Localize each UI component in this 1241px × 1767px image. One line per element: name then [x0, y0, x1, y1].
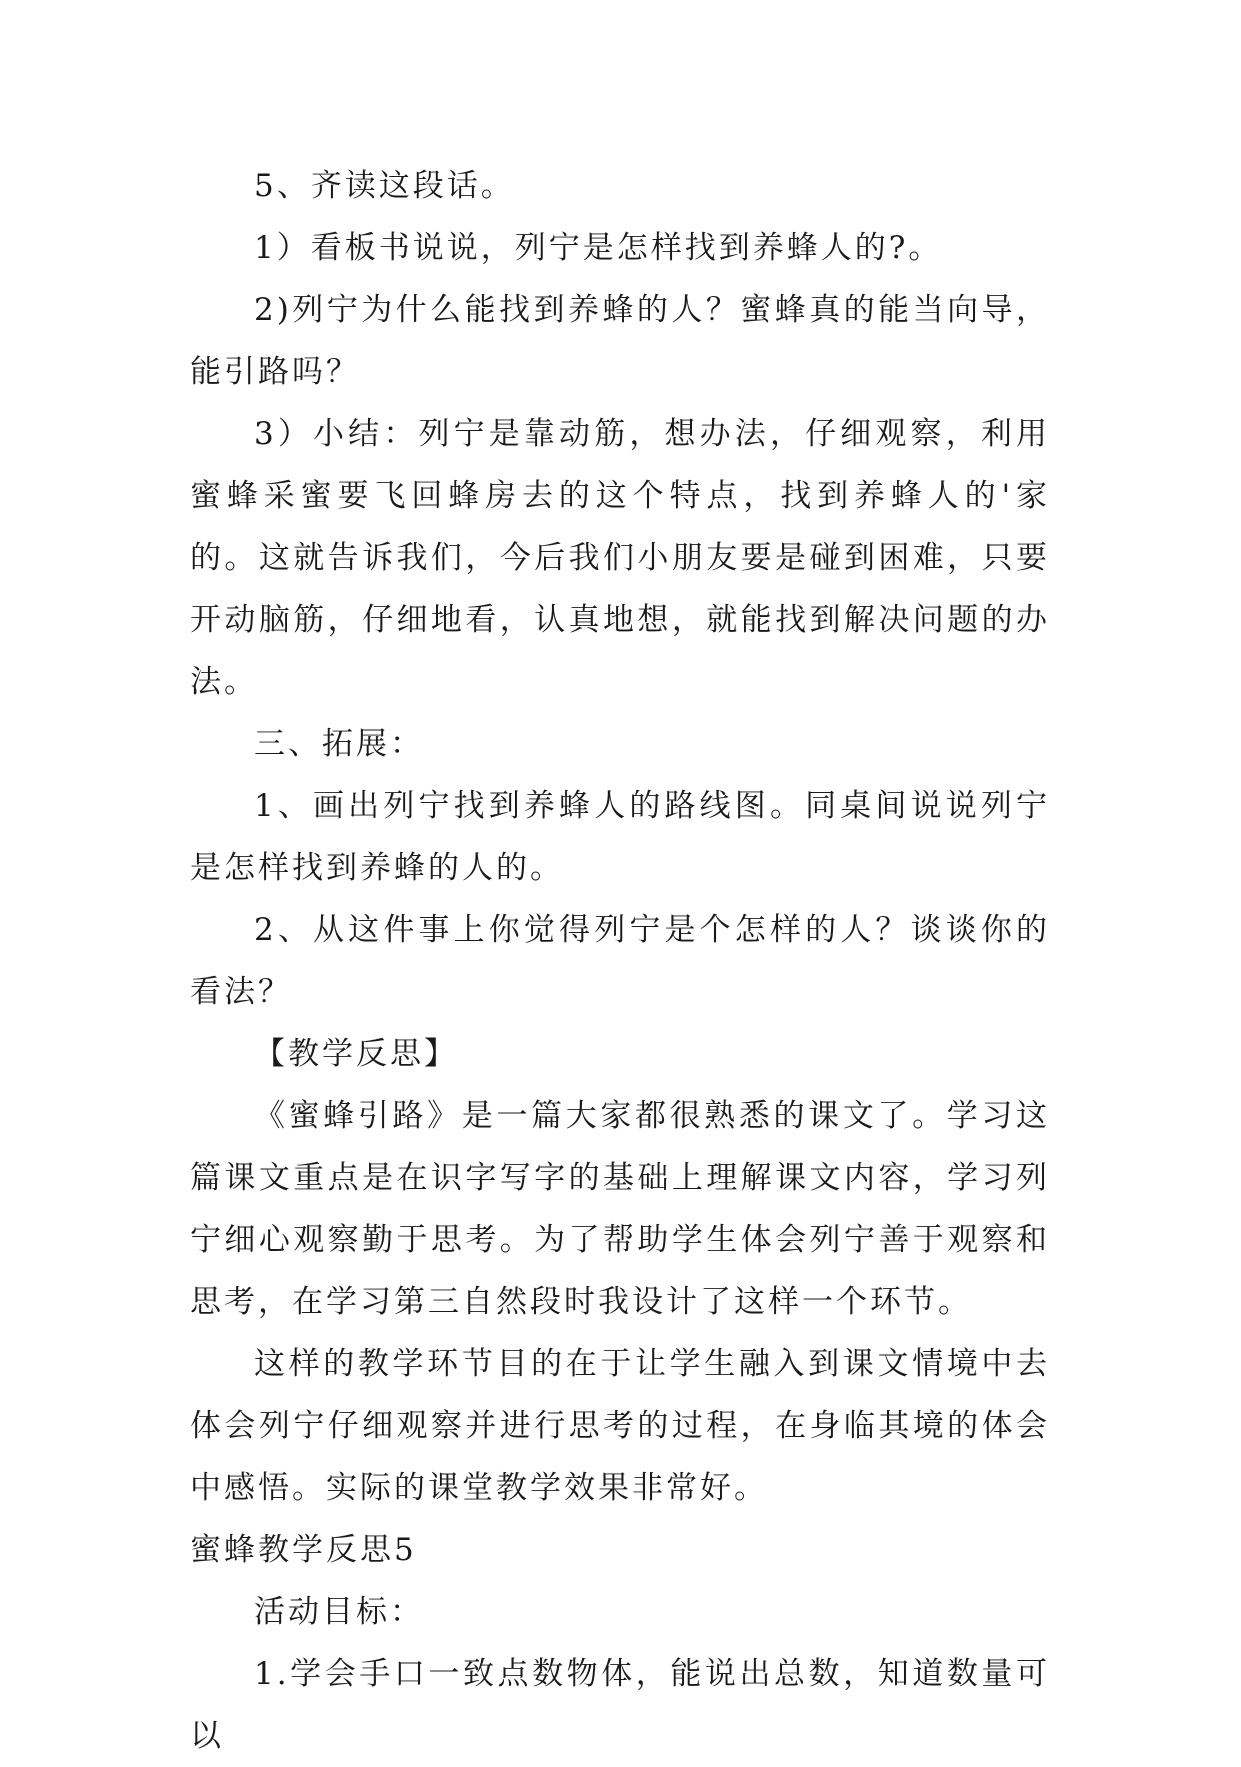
section-heading-reflection: 【教学反思】 — [254, 1036, 458, 1072]
article-title: 蜜蜂教学反思5 — [190, 1532, 417, 1568]
document-body — [190, 155, 1050, 1767]
section-heading-goals: 活动目标： — [254, 1594, 424, 1630]
paragraph-extension-1: 1、画出列宁找到养蜂人的路线图。同桌间说说列宁是怎样找到养蜂的人的。 — [190, 788, 1050, 886]
paragraph-question-2: 2)列宁为什么能找到养蜂的人？蜜蜂真的能当向导，能引路吗？ — [190, 292, 1050, 390]
paragraph-summary: 3）小结：列宁是靠动筋，想办法，仔细观察，利用蜜蜂采蜜要飞回蜂房去的这个特点，找到养蜂人的'家的。这就告诉我们，今后我们小朋友要是碰到困难，只要开动脑筋，仔细地看，认真地想，就能找到解决问题的办法。 — [190, 416, 1050, 700]
paragraph-question-1: 1）看板书说说，列宁是怎样找到养蜂人的?。 — [254, 230, 943, 266]
paragraph-reflection-1: 《蜜蜂引路》是一篇大家都很熟悉的课文了。学习这篇课文重点是在识字写字的基础上理解课文内容，学习列宁细心观察勤于思考。为了帮助学生体会列宁善于观察和思考，在学习第三自然段时我设计了这样一个环节。 — [190, 1098, 1050, 1320]
paragraph-extension-2: 2、从这件事上你觉得列宁是个怎样的人？谈谈你的看法？ — [190, 912, 1050, 1010]
paragraph-reflection-2: 这样的教学环节目的在于让学生融入到课文情境中去体会列宁仔细观察并进行思考的过程，在身临其境的体会中感悟。实际的课堂教学效果非常好。 — [190, 1346, 1050, 1506]
paragraph-read-aloud: 5、齐读这段话。 — [254, 168, 515, 204]
section-heading-extension: 三、拓展： — [254, 726, 424, 762]
paragraph-goal-1: 1.学会手口一致点数物体，能说出总数，知道数量可以 — [190, 1656, 1050, 1754]
